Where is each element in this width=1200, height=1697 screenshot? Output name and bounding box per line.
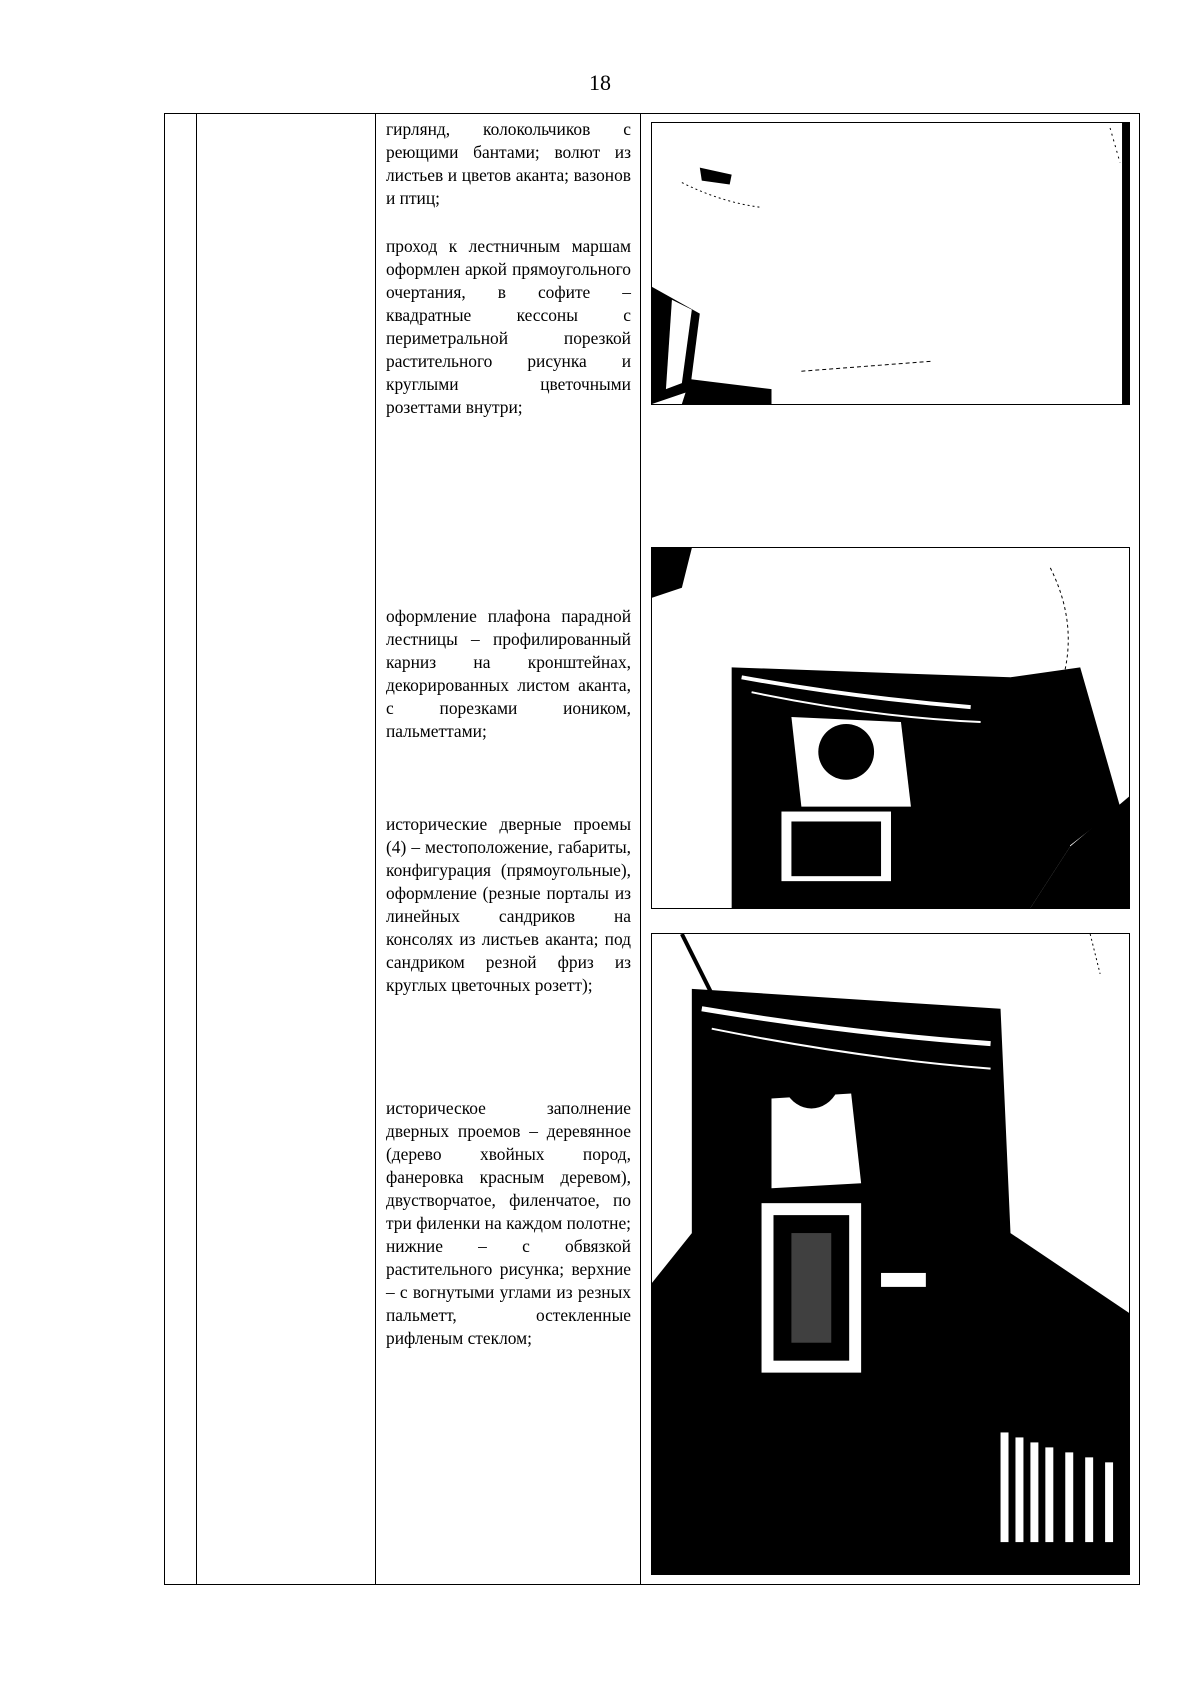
page-number: 18 (589, 70, 611, 95)
text-paragraph-1: гирлянд, колокольчиков с реющими бантами; волют из листьев и цветов аканта; вазонов и птиц; (386, 119, 631, 208)
column-divider-2 (375, 113, 376, 1585)
photo-arch-soffit (651, 122, 1130, 405)
column-divider-3 (640, 113, 641, 1585)
photo-staircase-ceiling (651, 547, 1130, 909)
text-paragraph-3: оформление плафона парадной лестницы – профилированный карниз на кронштейнах, декорированных листом аканта, с порезками иоником, пальметтами; (386, 606, 631, 741)
photo-historic-door (651, 933, 1130, 1575)
column-divider-1 (196, 113, 197, 1585)
text-paragraph-4: исторические дверные проемы (4) – местоположение, габариты, конфигурация (прямоугольные), оформление (резные порталы из линейных сандриков на консолях из листьев аканта; под сандриком резной фриз из круглых цветочных розетт); (386, 814, 631, 995)
text-paragraph-2: проход к лестничным маршам оформлен аркой прямоугольного очертания, в софите – квадратные кессоны с периметральной порезкой растительного рисунка и круглыми цветочными розеттами внутри; (386, 236, 631, 417)
text-paragraph-5: историческое заполнение дверных проемов – деревянное (дерево хвойных пород, фанеровка красным деревом), двустворчатое, филенчатое, по три филенки на каждом полотне; нижние – с обвязкой растительного рисунка; верхние – с вогнутыми углами из резных пальметт, остекленные рифленым стеклом; (386, 1098, 631, 1348)
